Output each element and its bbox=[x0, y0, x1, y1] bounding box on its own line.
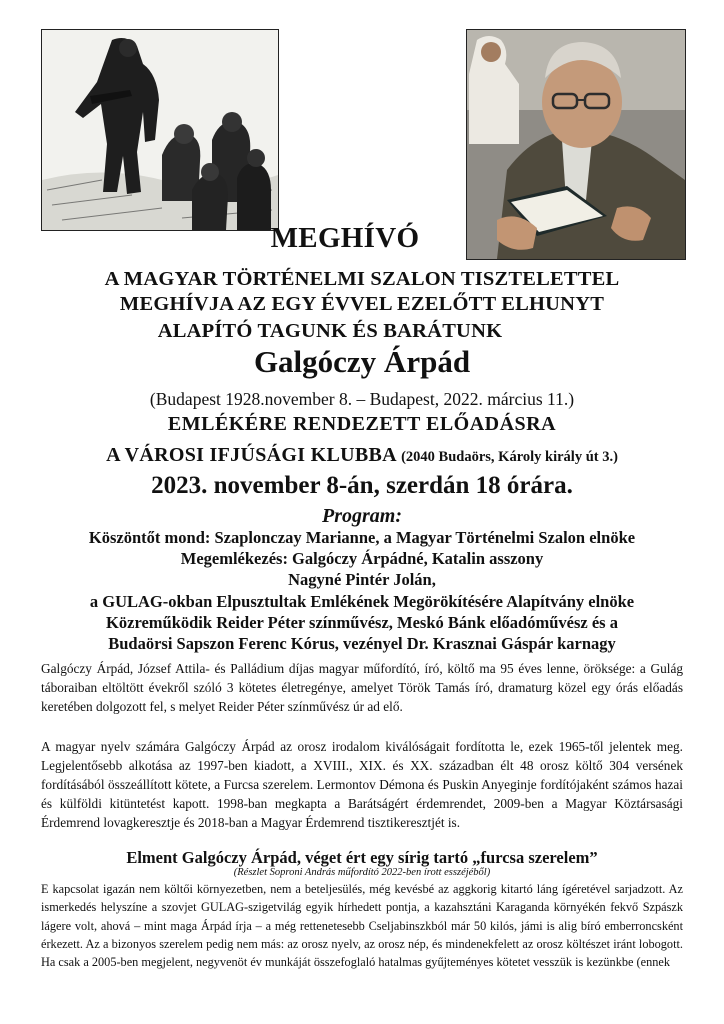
article-excerpt: E kapcsolat igazán nem költői környezetben, nem a beteljesülés, még kevésbé az aggkorig kitartó láng ígéretével sarjadzott. Az ismerkedés helyszíne a szovjet GULAG-szigetvilág egyik hírhedett pontja, a kazahsztáni Karaganda környékén fekvő Szpászk lágere volt, ahová – mint maga Árpád írja – a még rettenetesebb Cseljabinszkból már 50 kilós, jámi is alig bíró emberroncsként érkezett. Az a bizonyos szerelem pedig nem más: az orosz nyelv, az orosz nép, és mindenekfelett az orosz költészet iránt lobogott. Ha csak a 2005-ben megjelent, negyvenöt év munkáját összefoglaló hatalmas gyűjteményes kötetet vesszük is kezünkbe (ennek bbox=[41, 882, 683, 970]
gulag-drawing-image bbox=[41, 29, 279, 231]
page-title: MEGHÍVÓ bbox=[270, 222, 420, 254]
program-line: Köszöntőt mond: Szaplonczay Marianne, a Magyar Történelmi Szalon elnöke bbox=[88, 528, 636, 547]
invitation-line-2: MEGHÍVJA AZ EGY ÉVVEL EZELŐTT ELHUNYT bbox=[119, 293, 605, 315]
event-venue bbox=[20, 444, 704, 467]
program-line: Közreműködik Reider Péter színművész, Meskó Bánk előadóművész és a bbox=[106, 613, 618, 632]
venue-name: A VÁROSI IFJÚSÁGI KLUBBA bbox=[106, 444, 396, 466]
program-heading: Program: bbox=[322, 505, 402, 527]
article-title: Elment Galgóczy Árpád, véget ért egy sírig tartó „furcsa szerelem” bbox=[126, 848, 598, 867]
honoree-dates: (Budapest 1928.november 8. – Budapest, 2022. március 11.) bbox=[149, 389, 575, 409]
honoree-name: Galgóczy Árpád bbox=[253, 344, 471, 379]
program-line: Megemlékezés: Galgóczy Árpádné, Katalin asszony bbox=[180, 549, 544, 568]
program-line: Budaörsi Sapszon Ferenc Kórus, vezényel Dr. Krasznai Gáspár karnagy bbox=[108, 634, 616, 653]
article-note: (Részlet Soproni András műfordító 2022-ben írott esszéjéből) bbox=[233, 867, 491, 878]
event-title: EMLÉKÉRE RENDEZETT ELŐADÁSRA bbox=[167, 413, 557, 435]
works-paragraph: A magyar nyelv számára Galgóczy Árpád az orosz irodalom kiválóságait fordította le, ezek 1965-től jelentek meg. Legjelentősebb alkotása az 1997-ben kiadott, a XVIII., XIX. és XX. században élt 48 orosz költő 304 versének fordításából összeállított kötete, a Furcsa szerelem. Lermontov Démona és Puskin Anyeginje fordítójaként számos hazai és külföldi kitüntetést kapott. 1998-ban megkapta a Barátságért érdemrendet, 2009-ben a Magyar Köztársasági Érdemrend lovagkeresztje és 2018-ban a Magyar Érdemrend tisztikeresztjét is. bbox=[41, 739, 683, 830]
program-line: Nagyné Pintér Jolán, bbox=[288, 570, 436, 589]
invitation-line-3: ALAPÍTÓ TAGUNK ÉS BARÁTUNK bbox=[157, 320, 503, 342]
portrait-photo bbox=[466, 29, 686, 260]
program-line: a GULAG-okban Elpusztultak Emlékének Megörökítésére Alapítvány elnöke bbox=[89, 592, 635, 611]
event-datetime: 2023. november 8-án, szerdán 18 órára. bbox=[151, 472, 573, 499]
invitation-line-1: A MAGYAR TÖRTÉNELMI SZALON TISZTELETTEL bbox=[104, 268, 620, 290]
bio-paragraph: Galgóczy Árpád, József Attila- és Palládium díjas magyar műfordító, író, költő ma 95 éves lenne, öröksége: a Gulág táboraiban eltöltött évekről szóló 3 kötetes életregénye, amelyet Török Tamás író, dramaturg közel egy órás előadás keretében dolgozott fel, s melyet Reider Péter színművész úr ad elő. bbox=[41, 661, 683, 714]
venue-address: (2040 Budaörs, Károly király út 3.) bbox=[401, 449, 618, 465]
